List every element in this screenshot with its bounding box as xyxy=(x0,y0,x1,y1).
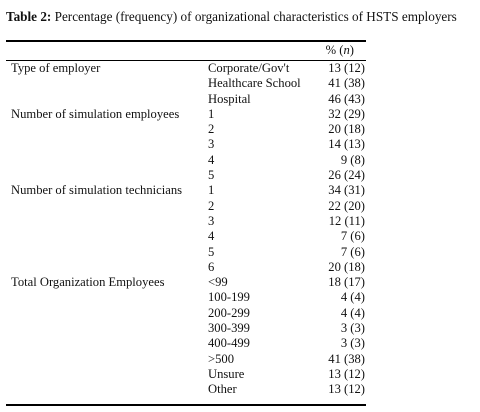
group-cell-empty xyxy=(11,153,208,168)
percent-frequency-value: 3 (3) xyxy=(340,336,365,351)
group-cell-empty xyxy=(11,290,208,305)
group-cell-empty xyxy=(11,306,208,321)
table-row xyxy=(11,107,365,122)
group-cell-empty xyxy=(11,122,208,137)
level-label: 1 xyxy=(208,183,215,198)
percent-frequency-value: 26 (24) xyxy=(328,168,365,183)
percent-frequency-value: 3 (3) xyxy=(340,321,365,336)
bottom-rule xyxy=(6,404,366,406)
group-cell-empty xyxy=(11,76,208,91)
table-label: Table 2: xyxy=(6,9,52,24)
level-label: Corporate/Gov't xyxy=(208,61,290,75)
level-label: 5 xyxy=(208,244,215,259)
group-label: Total Organization Employees xyxy=(11,275,165,290)
percent-frequency-value: 7 (6) xyxy=(340,244,365,259)
percent-frequency-value: 4 (4) xyxy=(340,305,365,320)
table-row xyxy=(11,122,365,137)
group-cell-empty xyxy=(11,168,208,183)
table-row xyxy=(11,321,365,336)
table-body xyxy=(11,61,365,398)
level-label: 2 xyxy=(208,198,215,213)
table-row xyxy=(11,92,365,107)
group-cell-empty xyxy=(11,336,208,351)
table-row xyxy=(11,290,365,305)
table-row xyxy=(11,245,365,260)
table-row xyxy=(11,229,365,244)
percent-frequency-value: 14 (13) xyxy=(328,137,365,152)
level-label: 3 xyxy=(208,137,215,152)
table-caption xyxy=(6,9,457,25)
level-label: Unsure xyxy=(208,366,245,381)
table-row xyxy=(11,260,365,275)
level-label: 6 xyxy=(208,259,215,274)
percent-frequency-value: 32 (29) xyxy=(328,106,365,121)
group-cell-empty xyxy=(11,199,208,214)
level-label: 200-299 xyxy=(208,305,250,320)
top-rule xyxy=(6,40,366,42)
column-header xyxy=(326,43,354,58)
table-row xyxy=(11,275,365,290)
level-label: Other xyxy=(208,382,237,397)
percent-frequency-value: 7 (6) xyxy=(340,229,365,244)
level-label: Hospital xyxy=(208,91,251,106)
table-row xyxy=(11,61,365,76)
level-label: 5 xyxy=(208,168,215,183)
group-cell-empty xyxy=(11,245,208,260)
group-cell-empty xyxy=(11,321,208,336)
percent-frequency-value: 20 (18) xyxy=(328,259,365,274)
table-row xyxy=(11,183,365,198)
level-label: 4 xyxy=(208,229,215,244)
table-row xyxy=(11,306,365,321)
group-cell-empty xyxy=(11,382,208,397)
table-row xyxy=(11,367,365,382)
percent-frequency-value: 12 (11) xyxy=(328,213,365,228)
group-cell-empty xyxy=(11,137,208,152)
table-row xyxy=(11,214,365,229)
column-header-n: n xyxy=(343,43,350,57)
level-label: <99 xyxy=(208,275,228,290)
percent-frequency-value: 41 (38) xyxy=(328,76,365,91)
group-cell-empty xyxy=(11,352,208,367)
table-row xyxy=(11,76,365,91)
level-label: 300-399 xyxy=(208,321,250,336)
percent-frequency-value: 20 (18) xyxy=(328,122,365,137)
level-label: Healthcare School xyxy=(208,76,301,91)
percent-frequency-value: 13 (12) xyxy=(328,382,365,397)
table-row xyxy=(11,168,365,183)
percent-frequency-value: 46 (43) xyxy=(328,91,365,106)
table-row xyxy=(11,137,365,152)
level-label: >500 xyxy=(208,351,234,366)
table-title: Percentage (frequency) of organizational characteristics of HSTS employers xyxy=(54,9,457,24)
percent-frequency-value: 41 (38) xyxy=(328,351,365,366)
level-label: 100-199 xyxy=(208,290,250,305)
table-row xyxy=(11,336,365,351)
column-header-pct: % ( xyxy=(325,43,344,57)
group-label: Type of employer xyxy=(11,61,101,75)
group-cell-empty xyxy=(11,260,208,275)
table-row xyxy=(11,153,365,168)
percent-frequency-value: 13 (12) xyxy=(328,61,365,75)
group-cell-empty xyxy=(11,214,208,229)
group-cell-empty xyxy=(11,229,208,244)
level-label: 2 xyxy=(208,122,215,137)
table-row xyxy=(11,382,365,397)
group-cell-empty xyxy=(11,92,208,107)
level-label: 400-499 xyxy=(208,336,250,351)
percent-frequency-value: 13 (12) xyxy=(328,366,365,381)
percent-frequency-value: 22 (20) xyxy=(328,198,365,213)
characteristics-table xyxy=(11,61,365,398)
level-label: 1 xyxy=(208,106,215,121)
group-cell-empty xyxy=(11,367,208,382)
table-row xyxy=(11,199,365,214)
percent-frequency-value: 9 (8) xyxy=(340,152,365,167)
percent-frequency-value: 18 (17) xyxy=(328,275,365,290)
table-row xyxy=(11,352,365,367)
percent-frequency-value: 4 (4) xyxy=(340,290,365,305)
level-label: 4 xyxy=(208,152,215,167)
percent-frequency-value: 34 (31) xyxy=(328,183,365,198)
column-header-close: ) xyxy=(349,43,354,57)
level-label: 3 xyxy=(208,213,215,228)
group-label: Number of simulation technicians xyxy=(11,183,183,198)
group-label: Number of simulation employees xyxy=(11,106,180,121)
